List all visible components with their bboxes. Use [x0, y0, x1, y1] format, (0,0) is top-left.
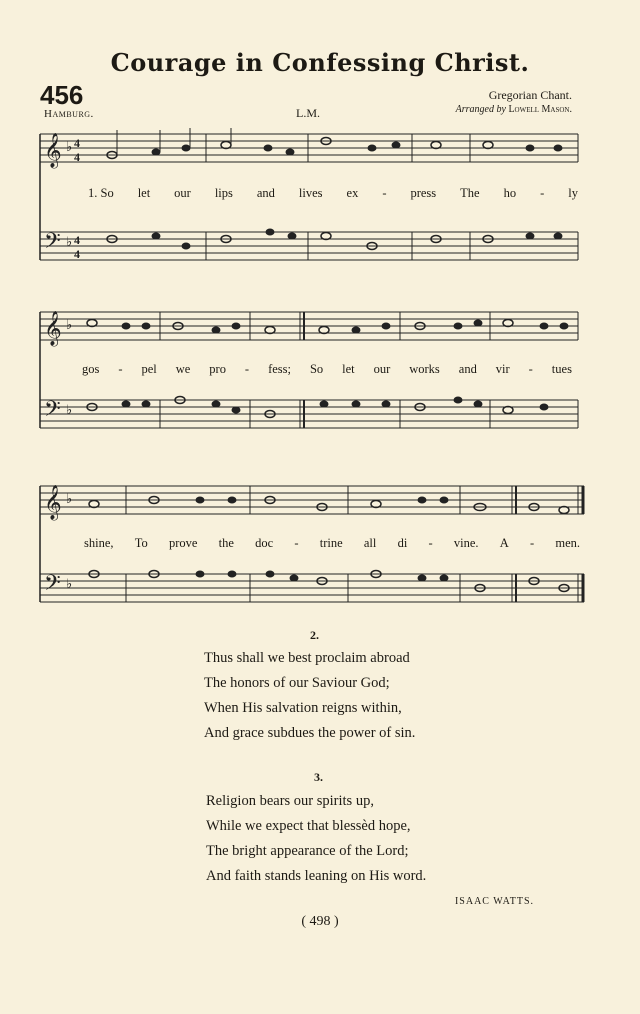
lyric-syllable: trine: [319, 536, 343, 550]
lyric-syllable: So: [309, 362, 324, 376]
svg-text:4: 4: [74, 247, 80, 261]
hymn-title: Courage in Confessing Christ.: [110, 48, 530, 77]
lyric-syllable: the: [218, 536, 234, 550]
tune-name: Hamburg.: [44, 108, 94, 120]
lyric-syllable: -: [118, 362, 123, 376]
lyric-syllable: all: [363, 536, 377, 550]
lyric-syllable: The: [460, 186, 480, 200]
lyric-syllable: -: [529, 536, 535, 550]
lyric-syllable: pel: [141, 362, 157, 376]
page-number: ( 498 ): [301, 914, 339, 929]
svg-text:♭: ♭: [66, 234, 73, 249]
verse-line: Religion bears our spirits up,: [206, 793, 374, 809]
lyric-syllable: lives: [298, 186, 323, 200]
lyric-syllable: prove: [168, 536, 198, 550]
lyrics-line-2: [82, 362, 572, 377]
verse-line: Thus shall we best proclaim abroad: [204, 650, 410, 666]
author-credit: ISAAC WATTS.: [454, 896, 534, 907]
lyric-syllable: we: [175, 362, 191, 376]
arranger-credit: [456, 104, 572, 115]
verse-number: 3.: [314, 770, 323, 784]
lyric-syllable: -: [540, 186, 545, 200]
svg-text:♭: ♭: [66, 402, 73, 417]
lyric-syllable: -: [428, 536, 433, 550]
lyric-syllable: ho: [503, 186, 517, 200]
lyric-syllable: -: [294, 536, 299, 550]
lyric-syllable: A: [499, 536, 509, 550]
lyric-syllable: let: [137, 186, 151, 200]
verse-line: While we expect that blessèd hope,: [206, 818, 411, 834]
svg-text:𝄢: 𝄢: [44, 397, 61, 427]
lyric-syllable: works: [409, 362, 440, 376]
lyric-syllable: let: [342, 362, 355, 376]
lyric-syllable: pro: [209, 362, 226, 376]
lyric-syllable: lips: [214, 186, 233, 200]
lyric-syllable: 1. So: [88, 186, 114, 200]
verse-line: And grace subdues the power of sin.: [204, 725, 416, 741]
verse-line: The bright appearance of the Lord;: [206, 843, 409, 859]
verse-line: When His salvation reigns within,: [204, 700, 402, 716]
meter: L.M.: [296, 106, 320, 120]
svg-text:𝄞: 𝄞: [44, 133, 62, 168]
verse-line: And faith stands leaning on His word.: [206, 868, 427, 884]
svg-text:4: 4: [74, 150, 80, 164]
lyric-syllable: press: [410, 186, 437, 200]
lyric-syllable: and: [256, 186, 275, 200]
svg-text:𝄞: 𝄞: [44, 485, 62, 520]
svg-text:♭: ♭: [66, 317, 73, 332]
hymn-number: 456: [40, 80, 84, 110]
lyric-syllable: our: [174, 186, 191, 200]
arranged-by-label: Arranged by: [455, 104, 506, 115]
svg-text:♭: ♭: [66, 491, 73, 506]
lyric-syllable: and: [458, 362, 477, 376]
verse-line: The honors of our Saviour God;: [204, 675, 390, 691]
lyric-syllable: To: [134, 536, 148, 550]
svg-text:4: 4: [74, 233, 80, 247]
svg-text:♭: ♭: [66, 576, 73, 591]
music-system-1: [0, 128, 640, 274]
lyric-syllable: tues: [551, 362, 572, 376]
svg-text:𝄞: 𝄞: [44, 311, 62, 346]
lyric-syllable: fess;: [268, 362, 291, 376]
svg-text:4: 4: [74, 136, 80, 150]
lyric-syllable: our: [373, 362, 391, 376]
tune-source: Gregorian Chant.: [488, 88, 572, 102]
svg-text:𝄢: 𝄢: [44, 229, 61, 259]
lyric-syllable: -: [382, 186, 387, 200]
svg-text:♭: ♭: [66, 139, 73, 154]
lyric-syllable: ex: [346, 186, 359, 200]
lyric-syllable: gos: [82, 362, 100, 376]
svg-text:𝄢: 𝄢: [44, 571, 61, 601]
arranger-name: Lowell Mason.: [508, 104, 572, 115]
lyric-syllable: men.: [555, 536, 580, 550]
lyric-syllable: di: [397, 536, 408, 550]
lyric-syllable: -: [244, 362, 250, 376]
lyric-syllable: -: [528, 362, 533, 376]
lyrics-line-3: [84, 536, 580, 551]
lyric-syllable: doc: [255, 536, 274, 550]
lyric-syllable: shine,: [84, 536, 114, 550]
lyric-syllable: vine.: [453, 536, 479, 550]
lyric-syllable: vir: [495, 362, 510, 376]
lyric-syllable: ly: [568, 186, 578, 200]
verse-number: 2.: [310, 628, 319, 642]
lyrics-line-1: [88, 186, 578, 201]
